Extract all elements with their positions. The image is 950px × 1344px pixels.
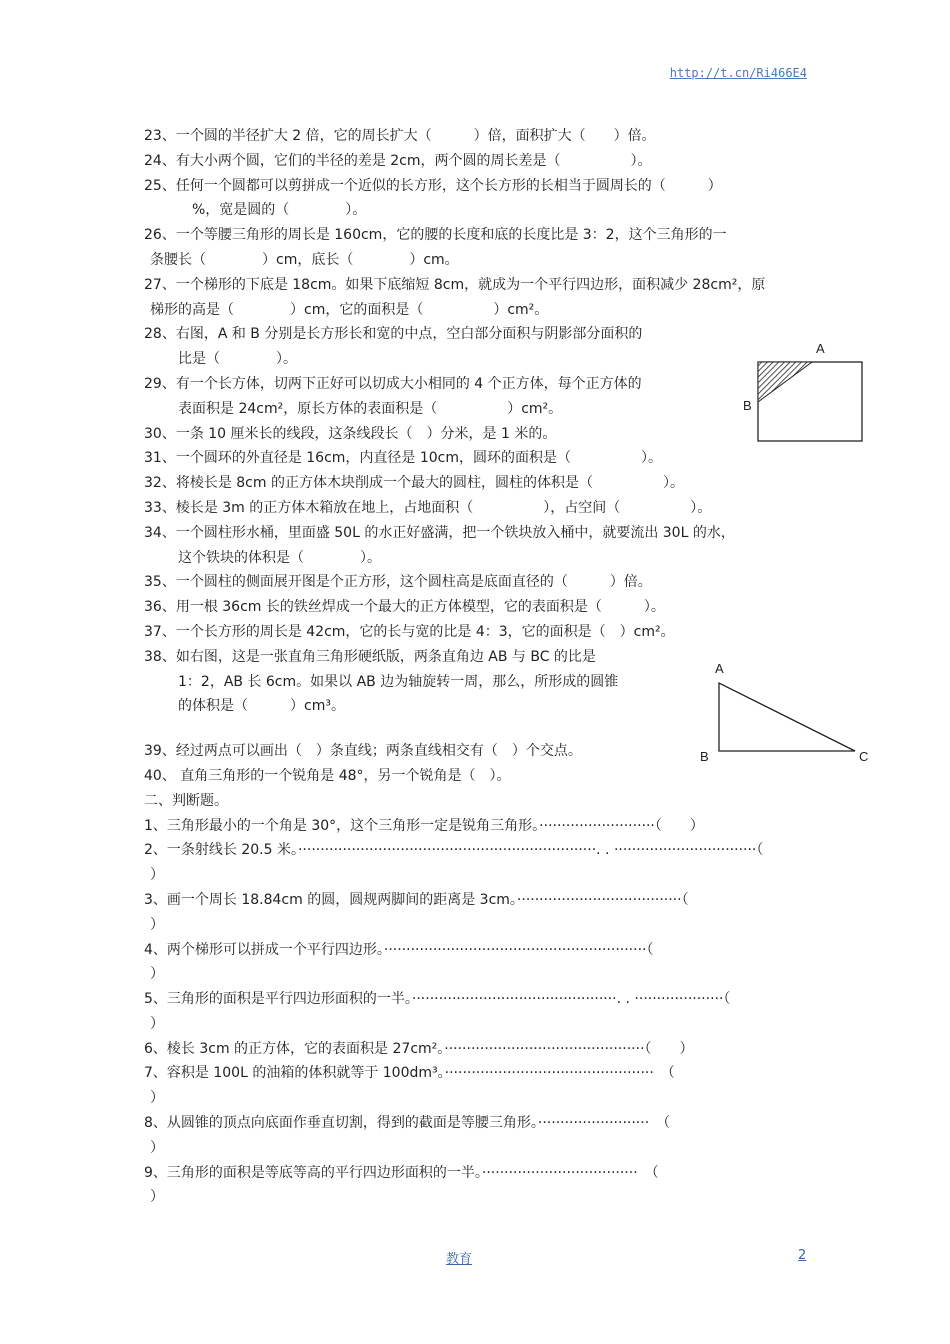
question-25: 25、任何一个圆都可以剪拼成一个近似的长方形，这个长方形的长相当于圆周长的（ ）	[144, 177, 722, 194]
judgment-5: 5、三角形的面积是平行四边形面积的一半。··············································. . ····················（	[144, 991, 731, 1008]
question-39: 39、经过两点可以画出（ ）条直线；两条直线相交有（ ）个交点。	[144, 743, 582, 760]
question-36: 36、用一根 36cm 长的铁丝焊成一个最大的正方体模型，它的表面积是（ ）。	[144, 599, 665, 616]
right-triangle-figure	[698, 656, 876, 766]
question-24: 24、有大小两个圆，它们的半径的差是 2cm，两个圆的周长差是（ ）。	[144, 152, 652, 169]
question-32: 32、将棱长是 8cm 的正方体木块削成一个最大的圆柱，圆柱的体积是（ ）。	[144, 475, 684, 492]
question-28: 28、右图，A 和 B 分别是长方形长和宽的中点，空白部分面积与阴影部分面积的	[144, 326, 643, 343]
judgment-8-paren: ）	[150, 1139, 164, 1156]
header-link[interactable]: http://t.cn/Ri466E4	[669, 66, 807, 80]
judgment-3-paren: ）	[150, 916, 164, 933]
question-40: 40、 直角三角形的一个锐角是 48°，另一个锐角是（ ）。	[144, 767, 511, 784]
judgment-4-paren: ）	[150, 966, 164, 983]
judgment-2-paren: ）	[150, 867, 164, 884]
judgment-1: 1、三角形最小的一个角是 30°，这个三角形一定是锐角三角形。··························（ ）	[144, 817, 704, 834]
question-37: 37、一个长方形的周长是 42cm，它的长与宽的比是 4：3，它的面积是（ ）cm²。	[144, 623, 675, 640]
section-title: 二、判断题。	[144, 792, 228, 809]
question-33: 33、棱长是 3m 的正方体木箱放在地上，占地面积（ ），占空间（ ）。	[144, 499, 712, 516]
label-c: C	[859, 749, 869, 764]
question-35: 35、一个圆柱的侧面展开图是个正方形，这个圆柱高是底面直径的（ ）倍。	[144, 574, 652, 591]
judgment-9-paren: ）	[150, 1189, 164, 1206]
question-30: 30、一条 10 厘米长的线段，这条线段长（ ）分米，是 1 米的。	[144, 425, 557, 442]
question-38: 38、如右图，这是一张直角三角形硬纸版，两条直角边 AB 与 BC 的比是	[144, 648, 596, 665]
judgment-7: 7、容积是 100L 的油箱的体积就等于 100dm³。··············································· （	[144, 1065, 675, 1082]
footer-link[interactable]: 教育	[446, 1252, 473, 1267]
label-b: B	[743, 398, 752, 413]
label-a: A	[715, 661, 724, 676]
question-29-cont: 表面积是 24cm²，原长方体的表面积是（ ）cm²。	[178, 400, 563, 417]
label-b: B	[700, 749, 709, 764]
question-26-cont: 条腰长（ ）cm，底长（ ）cm。	[150, 251, 459, 268]
judgment-5-paren: ）	[150, 1015, 164, 1032]
judgment-7-paren: ）	[150, 1090, 164, 1107]
page-number: 2	[798, 1248, 807, 1263]
rectangle-figure	[742, 336, 872, 446]
triangle-outline	[719, 683, 855, 751]
question-23: 23、一个圆的半径扩大 2 倍，它的周长扩大（ ）倍，面积扩大（ ）倍。	[144, 128, 656, 144]
judgment-3: 3、画一个周长 18.84cm 的圆，圆规两脚间的距离是 3cm。·····································（	[144, 891, 689, 908]
question-28-cont: 比是（ ）。	[178, 351, 297, 368]
judgment-2: 2、一条射线长 20.5 米。···································································. . ································（	[144, 842, 764, 859]
question-26: 26、一个等腰三角形的周长是 160cm，它的腰的长度和底的长度比是 3：2，这个三角形的一	[144, 227, 727, 244]
question-29: 29、有一个长方体，切两下正好可以切成大小相同的 4 个正方体，每个正方体的	[144, 375, 642, 392]
question-27-cont: 梯形的高是（ ）cm，它的面积是（ ）cm²。	[150, 301, 549, 318]
label-a: A	[816, 341, 825, 356]
question-34: 34、一个圆柱形水桶，里面盛 50L 的水正好盛满，把一个铁块放入桶中，就要流出 30L 的水，	[144, 524, 735, 541]
judgment-4: 4、两个梯形可以拼成一个平行四边形。···························································（	[144, 941, 654, 958]
question-34-cont: 这个铁块的体积是（ ）。	[178, 549, 381, 566]
question-27: 27、一个梯形的下底是 18cm。如果下底缩短 8cm，就成为一个平行四边形，面积减少 28cm²，原	[144, 276, 766, 293]
question-38-cont-2: 的体积是（ ）cm³。	[178, 698, 345, 715]
question-38-cont-1: 1：2，AB 长 6cm。如果以 AB 边为轴旋转一周，那么，所形成的圆锥	[178, 673, 619, 690]
judgment-8: 8、从圆锥的顶点向底面作垂直切割，得到的截面是等腰三角形。························· （	[144, 1115, 671, 1132]
shaded-triangle	[758, 362, 812, 402]
question-31: 31、一个圆环的外直径是 16cm，内直径是 10cm，圆环的面积是（ ）。	[144, 450, 663, 467]
question-25-cont: %，宽是圆的（ ）。	[178, 202, 367, 219]
judgment-9: 9、三角形的面积是等底等高的平行四边形面积的一半。··································· （	[144, 1164, 659, 1181]
judgment-6: 6、棱长 3cm 的正方体，它的表面积是 27cm²。·············································（ ）	[144, 1040, 694, 1057]
